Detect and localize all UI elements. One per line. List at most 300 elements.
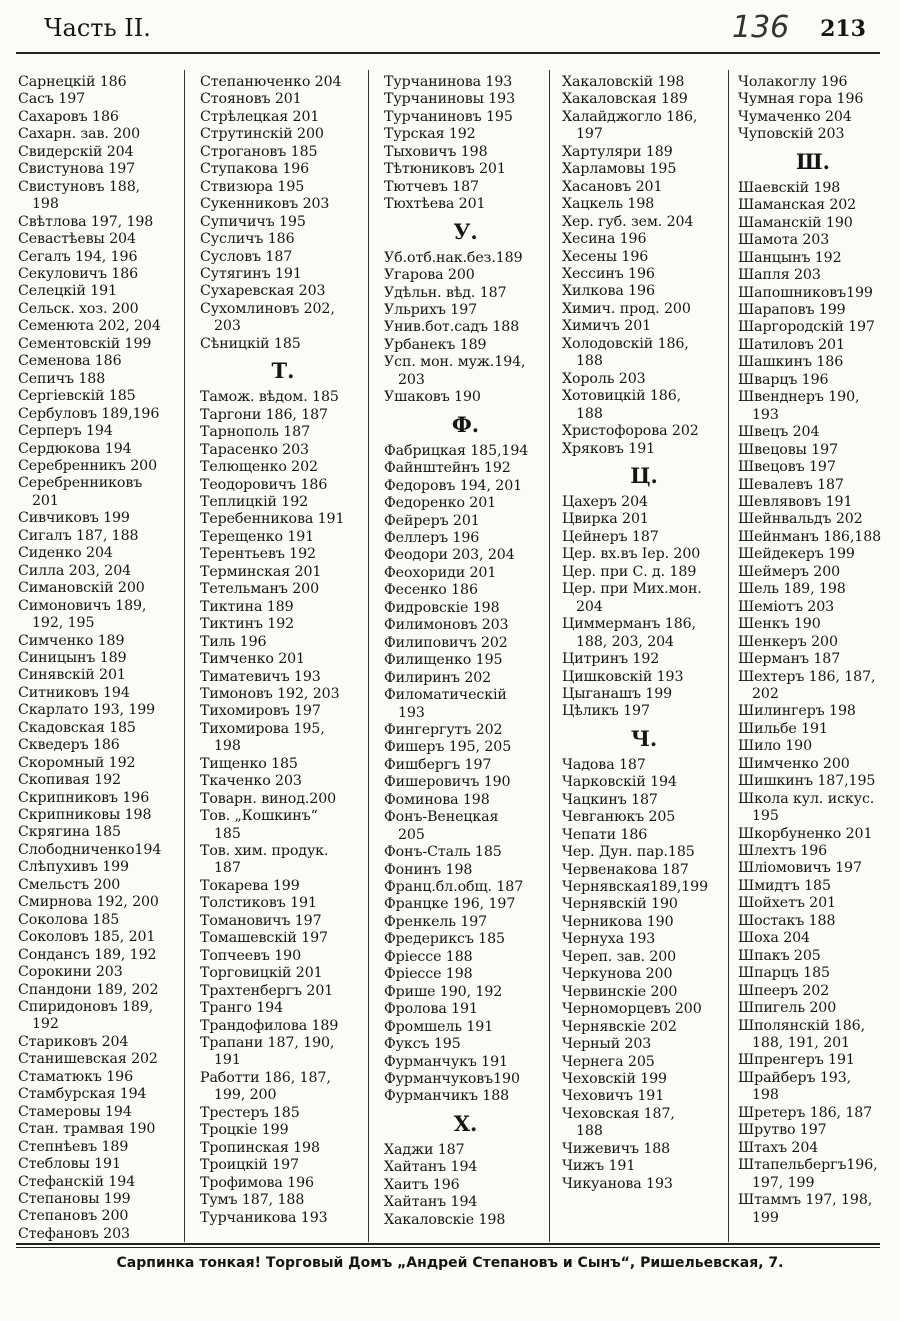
index-entry: Хаджи 187: [384, 1141, 465, 1158]
index-entry: Сухомлиновъ 202,: [200, 300, 335, 317]
index-entry: Шпарцъ 185: [738, 965, 830, 982]
index-entry: Шпееръ 202: [738, 982, 830, 999]
index-entry: Тимоновъ 192, 203: [200, 685, 340, 702]
index-entry: Чарковскій 194: [562, 774, 677, 791]
index-entry: Филоматическій: [384, 687, 507, 704]
index-entry-continuation: 188, 191, 201: [752, 1035, 850, 1052]
page-number: 213: [820, 16, 866, 42]
index-columns: [0, 74, 900, 1240]
index-entry: Семенова 186: [18, 353, 122, 370]
section-letter: Ч.: [630, 725, 658, 751]
index-entry: Фишеръ 195, 205: [384, 739, 512, 756]
index-entry: Филищенко 195: [384, 652, 503, 669]
index-entry: Цѣликъ 197: [562, 703, 650, 720]
index-entry: Халайджогло 186,: [562, 108, 698, 125]
index-entry: Хайтанъ 194: [384, 1194, 478, 1211]
index-entry: Тарасенко 203: [200, 441, 309, 458]
page-header: [44, 10, 866, 48]
index-entry: Шлехтъ 196: [738, 843, 828, 860]
index-entry-continuation: 195: [752, 808, 779, 825]
index-entry: Федоровъ 194, 201: [384, 477, 523, 494]
index-entry: Слѣпухивъ 199: [18, 859, 129, 876]
index-entry: Тищенко 185: [200, 755, 298, 772]
index-entry: Тов. хим. продук.: [200, 843, 329, 860]
index-entry: Шеймеръ 200: [738, 563, 841, 580]
index-entry: Чижъ 191: [562, 1158, 636, 1175]
index-entry: Сасъ 197: [18, 91, 86, 108]
index-entry: Шкорбуненко 201: [738, 825, 873, 842]
index-entry: Стаматюкъ 196: [18, 1068, 134, 1085]
index-entry: Филиринъ 202: [384, 669, 492, 686]
index-entry: Скарлато 193, 199: [18, 702, 156, 719]
index-entry-continuation: 188: [576, 1123, 603, 1140]
index-entry: Турчаникова 193: [200, 1209, 328, 1226]
index-entry: Хесина 196: [562, 231, 647, 248]
index-entry: Фонинъ 198: [384, 861, 473, 878]
index-entry: Хотовицкій 186,: [562, 388, 682, 405]
index-entry: Феодори 203, 204: [384, 547, 515, 564]
index-entry: Харламовы 195: [562, 161, 677, 178]
index-entry: Сергіевскій 185: [18, 388, 136, 405]
index-entry: Сусловъ 187: [200, 248, 293, 265]
index-entry: Шполянскій 186,: [738, 1017, 866, 1034]
index-entry: Транго 194: [200, 1000, 284, 1017]
index-entry: Хакаловская 189: [562, 91, 688, 108]
index-entry: Хасановъ 201: [562, 178, 663, 195]
index-entry-continuation: 185: [214, 825, 241, 842]
index-entry: Фріессе 188: [384, 948, 473, 965]
index-entry: Унив.бот.садъ 188: [384, 319, 520, 336]
index-entry: Стояновъ 201: [200, 91, 302, 108]
index-entry: Хер. губ. зем. 204: [562, 213, 694, 230]
index-entry: Тиматевичъ 193: [200, 668, 321, 685]
index-entry: Шенкъ 190: [738, 616, 821, 633]
index-entry: Сарнецкій 186: [18, 74, 127, 90]
index-entry: Штаммъ 197, 198,: [738, 1192, 873, 1209]
index-entry: Хартуляри 189: [562, 143, 673, 160]
index-entry: Терминская 201: [200, 563, 322, 580]
index-entry: Сементовскій 199: [18, 335, 152, 352]
index-entry: Шварцъ 196: [738, 371, 829, 388]
index-entry: Чумаченко 204: [738, 108, 852, 125]
index-entry: Тиктинъ 192: [200, 616, 295, 633]
index-entry: Францке 196, 197: [384, 896, 516, 913]
index-entry: Фурманчикъ 188: [384, 1088, 510, 1105]
index-entry: Чикуанова 193: [562, 1175, 673, 1192]
index-entry: Севастѣевы 204: [18, 231, 136, 248]
index-entry: Христофорова 202: [562, 423, 699, 440]
index-entry: Стефанскій 194: [18, 1173, 136, 1190]
index-entry: Смельстъ 200: [18, 876, 121, 893]
index-entry: Супичичъ 195: [200, 213, 306, 230]
index-entry: Уб.отб.нак.без.189: [384, 249, 523, 266]
index-entry: Шель 189, 198: [738, 581, 846, 598]
index-entry: Хилкова 196: [562, 283, 655, 300]
index-entry: Черкунова 200: [562, 966, 673, 983]
index-entry: Угарова 200: [384, 267, 475, 284]
index-entry: Хакаловскіе 198: [384, 1211, 506, 1228]
index-entry: Хацкель 198: [562, 196, 655, 213]
index-entry: Сѣницкій 185: [200, 335, 301, 352]
index-entry: Фидровскіе 198: [384, 599, 500, 616]
index-entry: Работти 186, 187,: [200, 1069, 331, 1086]
index-entry: Струтинскій 200: [200, 126, 324, 143]
index-entry: Шаманскій 190: [738, 214, 853, 231]
index-entry: Сахарн. зав. 200: [18, 126, 141, 143]
index-column-5: [738, 74, 888, 1227]
index-entry-continuation: 199: [752, 1209, 779, 1226]
index-entry-continuation: 205: [398, 826, 425, 843]
index-entry-continuation: 188: [576, 405, 603, 422]
index-entry: Сигалъ 187, 188: [18, 527, 139, 544]
index-entry: Холодовскій 186,: [562, 335, 689, 352]
index-entry: Ситниковъ 194: [18, 684, 130, 701]
index-entry: Шевлявовъ 191: [738, 493, 853, 510]
index-entry: Цыганашъ 199: [562, 685, 673, 702]
index-entry: Синицынъ 189: [18, 649, 127, 666]
index-entry: Фингергутъ 202: [384, 721, 503, 738]
index-entry: Шаманская 202: [738, 197, 857, 214]
index-entry: Шмидтъ 185: [738, 877, 831, 894]
index-entry: Трахтенбергъ 201: [200, 982, 334, 999]
index-entry: Спиридоновъ 189,: [18, 999, 154, 1016]
index-entry: Червинскіе 200: [562, 983, 678, 1000]
index-entry: Шпакъ 205: [738, 947, 821, 964]
index-entry: Скрипниковы 198: [18, 807, 152, 824]
index-entry: Серебренниковъ: [18, 475, 143, 492]
index-entry: Степнѣевъ 189: [18, 1138, 129, 1155]
index-entry: Швецъ 204: [738, 424, 820, 441]
section-letter: Х.: [453, 1110, 478, 1136]
index-entry-continuation: 188, 203, 204: [576, 633, 674, 650]
index-entry-continuation: 197: [576, 126, 603, 143]
handwritten-page-note: 136: [732, 10, 790, 45]
index-entry: Сельск. хоз. 200: [18, 300, 139, 317]
index-entry-continuation: 198: [752, 1087, 779, 1104]
index-entry-continuation: 193: [398, 704, 425, 721]
index-entry: Химичъ 201: [562, 318, 652, 335]
index-entry: Хряковъ 191: [562, 440, 656, 457]
index-entry: Шаевскій 198: [738, 179, 841, 196]
index-entry: Шараповъ 199: [738, 301, 846, 318]
index-entry: Циммерманъ 186,: [562, 616, 696, 633]
index-entry: Фишбергъ 197: [384, 756, 492, 773]
index-entry: Хесены 196: [562, 248, 649, 265]
index-entry: Степанюченко 204: [200, 74, 342, 90]
index-entry: Фрише 190, 192: [384, 983, 503, 1000]
index-entry: Сердюкова 194: [18, 440, 132, 457]
index-entry: Сегалъ 194, 196: [18, 248, 138, 265]
index-entry-continuation: 199, 200: [214, 1087, 277, 1104]
index-entry: Шеміотъ 203: [738, 598, 835, 615]
index-column-2: [200, 74, 366, 1227]
index-entry: Шерманъ 187: [738, 651, 841, 668]
index-entry: Тихомирова 195,: [200, 720, 325, 737]
index-entry: Тютчевъ 187: [384, 178, 479, 195]
index-entry: Фонъ-Сталь 185: [384, 844, 502, 861]
index-entry: Червенакова 187: [562, 861, 689, 878]
section-letter: Ш.: [796, 148, 830, 174]
index-entry: Тов. „Кошкинъ“: [200, 808, 318, 825]
index-entry: Степановъ 200: [18, 1208, 129, 1225]
index-column-4: [562, 74, 726, 1193]
index-entry: Соколовъ 185, 201: [18, 929, 156, 946]
index-entry: Слободниченко194: [18, 841, 162, 858]
index-entry: Теплицкій 192: [200, 493, 309, 510]
index-entry: Свистуновъ 188,: [18, 178, 141, 195]
index-entry: Серперъ 194: [18, 423, 113, 440]
index-entry: Хакаловскій 198: [562, 74, 685, 90]
index-entry: Шильбе 191: [738, 720, 828, 737]
index-entry: Чернявская189,199: [562, 879, 709, 896]
index-entry: Тюхтѣева 201: [384, 196, 486, 213]
index-entry-continuation: 197, 199: [752, 1174, 815, 1191]
index-entry-continuation: 203: [398, 371, 425, 388]
index-entry-continuation: 204: [576, 598, 603, 615]
index-entry: Штапельбергъ196,: [738, 1157, 878, 1174]
index-entry: Стебловы 191: [18, 1156, 121, 1173]
index-entry: Шостакъ 188: [738, 912, 836, 929]
index-entry: Троцкіе 199: [200, 1122, 289, 1139]
index-entry: Шпигель 200: [738, 1000, 837, 1017]
index-entry: Швецовы 197: [738, 441, 839, 458]
index-entry: Френкель 197: [384, 913, 488, 930]
index-entry: Силла 203, 204: [18, 562, 132, 579]
index-entry: Фуксъ 195: [384, 1036, 461, 1053]
index-entry: Урбанекъ 189: [384, 336, 487, 353]
index-entry: Чепати 186: [562, 826, 648, 843]
index-entry: Шатиловъ 201: [738, 336, 845, 353]
section-letter: У.: [453, 218, 478, 244]
index-entry: Топчеевъ 190: [200, 947, 302, 964]
index-entry: Шаргородскій 197: [738, 319, 875, 336]
index-entry-continuation: 198: [214, 738, 241, 755]
index-entry: Ушаковъ 190: [384, 389, 481, 406]
index-entry: Стамеровы 194: [18, 1103, 132, 1120]
index-entry: Толстиковъ 191: [200, 895, 317, 912]
index-entry: Сондансъ 189, 192: [18, 946, 157, 963]
index-entry: Скрипниковъ 196: [18, 789, 150, 806]
index-entry: Телющенко 202: [200, 459, 318, 476]
advertisement-footer: Сарпинка тонкая! Торговый Домъ „Андрей Степановъ и Сынъ“, Ришельевская, 7.: [116, 1255, 784, 1271]
index-entry: Фонъ-Венецкая: [384, 809, 499, 826]
header-rule: [16, 52, 880, 54]
index-entry: Сиденко 204: [18, 545, 113, 562]
index-entry: Хессинъ 196: [562, 265, 655, 282]
index-entry: Тиль 196: [200, 633, 267, 650]
index-entry: Фоминова 198: [384, 791, 490, 808]
index-entry: Чацкинъ 187: [562, 791, 658, 808]
index-entry: Стан. трамвая 190: [18, 1121, 156, 1138]
index-entry: Трестеръ 185: [200, 1104, 300, 1121]
footer-rule-thin: [16, 1247, 880, 1248]
index-entry: Чернуха 193: [562, 931, 656, 948]
index-entry-continuation: 187: [214, 860, 241, 877]
index-entry: Цейнеръ 187: [562, 528, 659, 545]
index-entry: Хороль 203: [562, 370, 646, 387]
index-entry: Тихомировъ 197: [200, 703, 321, 720]
index-entry: Школа кул. искус.: [738, 790, 875, 807]
index-entry: Фріессе 198: [384, 966, 473, 983]
index-entry: Семенюта 202, 204: [18, 318, 161, 335]
index-entry: Турчаниновы 193: [384, 91, 516, 108]
index-entry: Шашкинъ 186: [738, 354, 844, 371]
index-entry: Чернявскіе 202: [562, 1018, 677, 1035]
index-entry: Симченко 189: [18, 632, 125, 649]
index-entry: Шимченко 200: [738, 755, 850, 772]
index-entry: Ствизюра 195: [200, 178, 305, 195]
index-entry: Цер. вх.въ Iер. 200: [562, 546, 701, 563]
index-entry: Скоромный 192: [18, 754, 136, 771]
index-entry-continuation: 192, 195: [32, 615, 95, 632]
index-entry: Тиктина 189: [200, 598, 294, 615]
index-entry: Цишковскій 193: [562, 668, 684, 685]
index-entry: Фейреръ 201: [384, 512, 480, 529]
index-entry: Турчанинова 193: [384, 74, 513, 90]
index-entry: Хаитъ 196: [384, 1176, 460, 1193]
index-entry-continuation: 188: [576, 353, 603, 370]
index-entry: Сербуловъ 189,196: [18, 405, 160, 422]
section-letter: Ф.: [451, 411, 480, 437]
index-entry-continuation: 201: [32, 492, 59, 509]
part-title: Часть II.: [44, 14, 151, 42]
index-entry: Шехтеръ 186, 187,: [738, 668, 876, 685]
index-entry: Строгановъ 185: [200, 143, 318, 160]
index-entry: Цахеръ 204: [562, 493, 648, 510]
index-entry: Томановичъ 197: [200, 912, 322, 929]
index-entry: Сукенниковъ 203: [200, 196, 330, 213]
index-entry: Сивчиковъ 199: [18, 510, 130, 527]
index-entry: Черноморцевъ 200: [562, 1001, 702, 1018]
index-entry: Шапошниковъ199: [738, 284, 873, 301]
index-entry: Чижевичъ 188: [562, 1140, 671, 1157]
index-entry: Филиповичъ 202: [384, 634, 508, 651]
index-entry: Стариковъ 204: [18, 1033, 129, 1050]
section-letter: Ц.: [630, 462, 658, 488]
index-entry: Тарнополь 187: [200, 424, 311, 441]
index-entry: Фесенко 186: [384, 582, 478, 599]
index-entry: Феохориди 201: [384, 564, 497, 581]
index-entry: Токарева 199: [200, 877, 300, 894]
index-entry: Тумъ 187, 188: [200, 1192, 305, 1209]
index-entry: Томашевскій 197: [200, 930, 328, 947]
index-entry-continuation: 191: [214, 1052, 241, 1069]
index-entry: Турская 192: [384, 126, 476, 143]
index-entry: Шліомовичъ 197: [738, 860, 862, 877]
index-entry: Тетельманъ 200: [200, 581, 320, 598]
index-entry: Файнштейнъ 192: [384, 460, 511, 477]
index-entry: Тимченко 201: [200, 651, 305, 668]
index-entry: Чевганюкъ 205: [562, 809, 676, 826]
index-entry: Синявскій 201: [18, 667, 126, 684]
index-entry: Чолакоглу 196: [738, 74, 848, 90]
index-entry-continuation: 203: [214, 318, 241, 335]
index-entry: Товарн. винод.200: [200, 790, 337, 807]
index-entry: Шанцынъ 192: [738, 249, 842, 266]
index-entry: Цитринъ 192: [562, 651, 660, 668]
index-entry: Тропинская 198: [200, 1139, 320, 1156]
index-entry: Фурманчукъ 191: [384, 1053, 508, 1070]
index-entry: Чернега 205: [562, 1053, 655, 1070]
index-entry: Сорокини 203: [18, 964, 123, 981]
index-entry: Чуповскій 203: [738, 126, 845, 143]
index-entry: Сахаровъ 186: [18, 108, 119, 125]
index-entry-continuation: 192: [32, 1016, 59, 1033]
index-entry: Смирнова 192, 200: [18, 894, 159, 911]
index-entry: Ткаченко 203: [200, 773, 302, 790]
index-entry: Терентьевъ 192: [200, 546, 316, 563]
index-entry: Свидерскій 204: [18, 143, 134, 160]
index-entry: Черникова 190: [562, 913, 674, 930]
index-entry: Шевалевъ 187: [738, 476, 844, 493]
index-entry: Трандофилова 189: [200, 1017, 339, 1034]
index-entry: Сепичъ 188: [18, 370, 106, 387]
index-entry: Шенкеръ 200: [738, 633, 838, 650]
index-entry: Шамота 203: [738, 232, 830, 249]
index-entry: Фролова 191: [384, 1001, 478, 1018]
index-entry: Фабрицкая 185,194: [384, 442, 529, 459]
index-entry: Шойхетъ 201: [738, 895, 836, 912]
index-entry: Швецовъ 197: [738, 459, 836, 476]
index-entry: Скопивая 192: [18, 772, 121, 789]
index-entry: Симоновичъ 189,: [18, 597, 147, 614]
index-entry: Чеховскій 199: [562, 1071, 667, 1088]
index-entry: Теодоровичъ 186: [200, 476, 328, 493]
index-entry: Теребенникова 191: [200, 511, 345, 528]
index-entry: Шпренгеръ 191: [738, 1052, 855, 1069]
index-entry: Сухаревская 203: [200, 283, 326, 300]
index-entry: Тыховичъ 198: [384, 143, 488, 160]
index-entry: Турчаниновъ 195: [384, 108, 513, 125]
index-entry: Цер. при Мих.мон.: [562, 581, 702, 598]
index-entry: Чумная гора 196: [738, 91, 864, 108]
index-entry: Череп. зав. 200: [562, 948, 677, 965]
section-letter: Т.: [271, 358, 295, 384]
index-entry: Стамбурская 194: [18, 1086, 147, 1103]
index-entry: Шейдекеръ 199: [738, 546, 855, 563]
index-entry: Хайтанъ 194: [384, 1159, 478, 1176]
index-entry: Фредериксъ 185: [384, 931, 505, 948]
index-entry: Стрѣлецкая 201: [200, 108, 320, 125]
index-entry: Терещенко 191: [200, 528, 315, 545]
index-entry: Фишеровичъ 190: [384, 774, 511, 791]
index-entry: Тѣтюниковъ 201: [384, 161, 506, 178]
index-entry: Цер. при С. д. 189: [562, 563, 697, 580]
index-entry: Свѣтлова 197, 198: [18, 213, 154, 230]
index-entry: Сусличъ 186: [200, 231, 295, 248]
index-entry: Ступакова 196: [200, 161, 310, 178]
index-entry: Ульрихъ 197: [384, 301, 478, 318]
index-entry: Симановскій 200: [18, 580, 145, 597]
index-entry: Станишевская 202: [18, 1051, 158, 1068]
index-entry: Фромшель 191: [384, 1018, 494, 1035]
index-entry: Спандони 189, 202: [18, 981, 159, 998]
index-entry: Федоренко 201: [384, 495, 497, 512]
index-column-3: [384, 74, 547, 1229]
index-entry: Чеховичъ 191: [562, 1088, 665, 1105]
index-entry: Шишкинъ 187,195: [738, 773, 876, 790]
index-entry: Цвирка 201: [562, 511, 649, 528]
index-entry: Сутягинъ 191: [200, 265, 302, 282]
index-entry-continuation: 193: [752, 406, 779, 423]
index-entry: Скадовская 185: [18, 719, 136, 736]
index-entry: Свистунова 197: [18, 161, 136, 178]
index-entry: Черный 203: [562, 1036, 652, 1053]
footer-rule: [16, 1243, 880, 1245]
index-entry: Степановы 199: [18, 1191, 131, 1207]
index-entry: Штахъ 204: [738, 1139, 819, 1156]
index-entry: Стефановъ 203: [18, 1225, 130, 1242]
